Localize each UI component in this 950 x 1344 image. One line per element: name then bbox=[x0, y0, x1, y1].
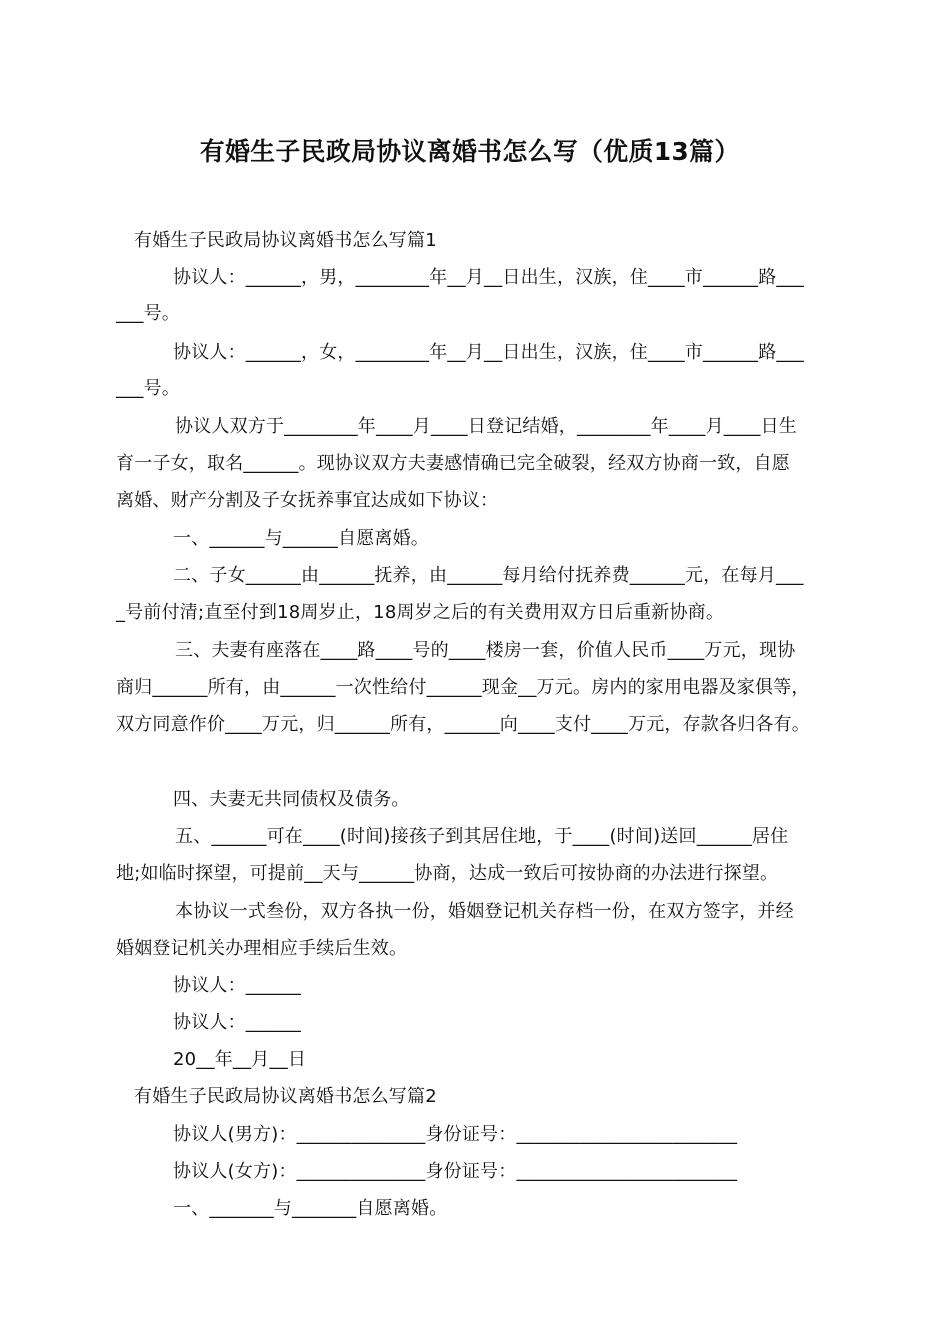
paragraph-line: 商归______所有，由______一次性给付______现金__万元。房内的家用电器及家俱等， bbox=[116, 677, 810, 698]
paragraph-line: 协议人：______，男，________年__月__日出生，汉族，住____市______路___ bbox=[173, 267, 804, 288]
paragraph-line: 本协议一式叁份，双方各执一份，婚姻登记机关存档一份，在双方签字，并经 bbox=[175, 901, 794, 922]
paragraph-line: 婚姻登记机关办理相应手续后生效。 bbox=[116, 938, 408, 959]
paragraph-line: 地;如临时探望，可提前__天与______协商，达成一致后可按协商的办法进行探望。 bbox=[116, 863, 779, 884]
paragraph-line: 育一子女，取名______。现协议双方夫妻感情确已完全破裂，经双方协商一致，自愿 bbox=[116, 453, 790, 474]
paragraph-line: 一、______与______自愿离婚。 bbox=[173, 528, 429, 549]
signature-line: 协议人：______ bbox=[173, 975, 301, 996]
paragraph-line: _号前付清;直至付到18周岁止，18周岁之后的有关费用双方日后重新协商。 bbox=[116, 602, 725, 623]
paragraph-line: 协议人(男方)：______________身份证号：________________________ bbox=[173, 1124, 738, 1145]
paragraph-line: 五、______可在____(时间)接孩子到其居住地，于____(时间)送回______居住 bbox=[175, 826, 789, 847]
paragraph-line: 一、_______与_______自愿离婚。 bbox=[173, 1198, 448, 1219]
paragraph-line: 协议人双方于________年____月____日登记结婚，________年____月____日生 bbox=[175, 416, 797, 437]
paragraph-line: 协议人(女方)：______________身份证号：________________________ bbox=[173, 1161, 738, 1182]
paragraph-line: ___号。 bbox=[116, 378, 180, 399]
section-heading-1: 有婚生子民政局协议离婚书怎么写篇1 bbox=[134, 230, 437, 251]
section-heading-2: 有婚生子民政局协议离婚书怎么写篇2 bbox=[134, 1086, 437, 1107]
date-line: 20__年__月__日 bbox=[173, 1049, 307, 1070]
paragraph-line: 离婚、财产分割及子女抚养事宜达成如下协议： bbox=[116, 490, 499, 511]
paragraph-line: 协议人：______，女，________年__月__日出生，汉族，住____市______路___ bbox=[173, 342, 804, 363]
document-title: 有婚生子民政局协议离婚书怎么写（优质13篇） bbox=[199, 137, 740, 166]
paragraph-line: 双方同意作价____万元，归______所有，______向____支付____万元，存款各归各有。 bbox=[116, 714, 810, 735]
paragraph-line: 四、夫妻无共同债权及债务。 bbox=[173, 789, 410, 810]
paragraph-line: 二、子女______由______抚养，由______每月给付抚养费______元，在每月___ bbox=[173, 565, 804, 586]
paragraph-line: 三、夫妻有座落在____路____号的____楼房一套，价值人民币____万元，现协 bbox=[175, 640, 796, 661]
signature-line: 协议人：______ bbox=[173, 1012, 301, 1033]
paragraph-line: ___号。 bbox=[116, 303, 180, 324]
